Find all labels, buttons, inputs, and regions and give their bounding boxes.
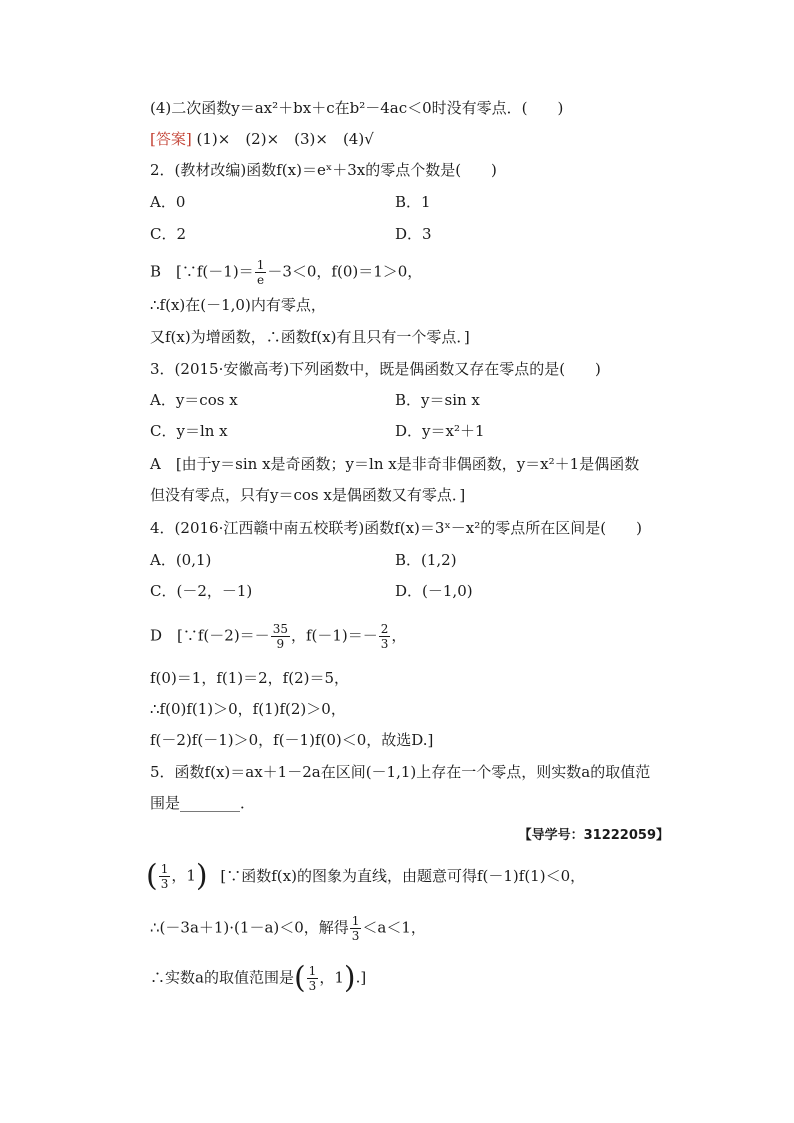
left-paren: ( — [146, 858, 158, 894]
q2-stem: 2．(教材改编)函数f(x)＝eˣ＋3x的零点个数是( ) — [150, 161, 497, 179]
q2-option-a: A．0 — [150, 193, 186, 211]
q2-solution-line-1 — [150, 258, 422, 287]
q4-sol-text: D [∵f(－2)＝－ — [150, 626, 270, 645]
fraction-numerator: 1 — [256, 258, 265, 272]
fraction-numerator: 1 — [308, 964, 317, 978]
q4-stem: 4．(2016·江西赣中南五校联考)函数f(x)＝3ˣ－x²的零点所在区间是( ) — [150, 519, 642, 537]
q5-answer-tail: ，1 — [171, 866, 196, 885]
q5-sol-text: ∴实数a的取值范围是 — [150, 968, 294, 987]
fraction-numerator: 35 — [272, 622, 288, 636]
fraction-numerator: 1 — [160, 862, 169, 876]
fraction-denominator: 3 — [308, 979, 317, 993]
q3-solution-line-2: 但没有零点，只有y＝cos x是偶函数又有零点．] — [150, 486, 466, 504]
q2-solution-line-3: 又f(x)为增函数，∴函数f(x)有且只有一个零点．] — [150, 328, 470, 346]
q2-option-b: B．1 — [395, 193, 431, 211]
q4-option-b: B．(1,2) — [395, 551, 457, 569]
q5-solution-line-2 — [150, 914, 426, 943]
q5-sol-text: [∵函数f(x)的图象为直线，由题意可得f(－1)f(1)＜0， — [220, 866, 586, 885]
q2-sol-text: －3＜0，f(0)＝1＞0， — [267, 262, 423, 281]
answer-text: (1)× (2)× (3)× (4)√ — [196, 130, 374, 148]
q4-option-c: C．(－2，－1) — [150, 582, 253, 600]
fraction-numerator: 1 — [351, 914, 360, 928]
q4-solution-line-1 — [150, 622, 406, 651]
fraction — [379, 622, 391, 651]
q5-sol-text: .] — [355, 968, 367, 987]
q4-option-d: D．(－1,0) — [395, 582, 473, 600]
right-paren: ) — [343, 960, 356, 996]
fraction-denominator: 9 — [276, 637, 285, 651]
q5-sol-text: ，1 — [319, 968, 344, 987]
fraction-numerator: 2 — [380, 622, 389, 636]
fraction — [159, 862, 171, 891]
q3-option-b: B．y＝sin x — [395, 391, 480, 409]
fraction — [271, 622, 290, 651]
fraction — [307, 964, 319, 993]
q2-solution-line-2: ∴f(x)在(－1,0)内有零点， — [150, 296, 326, 314]
fraction-denominator: e — [256, 273, 265, 287]
q2-option-c: C．2 — [150, 225, 187, 243]
q3-option-a: A．y＝cos x — [150, 391, 238, 409]
q1-item-4: (4)二次函数y＝ax²＋bx＋c在b²－4ac＜0时没有零点．( ) — [150, 99, 564, 117]
fraction — [350, 914, 362, 943]
answer-line — [150, 129, 374, 149]
q4-option-a: A．(0,1) — [150, 551, 212, 569]
q4-sol-text: ， — [391, 626, 407, 645]
q4-solution-line-2: f(0)＝1，f(1)＝2，f(2)＝5， — [150, 669, 350, 687]
q5-solution-line-3 — [150, 960, 367, 996]
q5-stem-line-1: 5．函数f(x)＝ax＋1－2a在区间(－1,1)上存在一个零点，则实数a的取值范 — [150, 763, 651, 781]
q4-solution-line-4: f(－2)f(－1)＞0，f(－1)f(0)＜0，故选D.] — [150, 731, 434, 749]
q5-sol-text: ＜a＜1， — [362, 918, 426, 937]
q5-sol-text: ∴(－3a＋1)·(1－a)＜0，解得 — [150, 918, 349, 937]
q2-sol-text: B [∵f(－1)＝ — [150, 262, 254, 281]
answer-label: [答案] — [150, 130, 192, 148]
q5-stem-line-2: 围是________． — [150, 794, 256, 812]
q5-solution-line-1 — [146, 858, 586, 894]
q3-option-c: C．y＝ln x — [150, 422, 228, 440]
right-paren: ) — [195, 858, 208, 894]
fraction-denominator: 3 — [160, 877, 169, 891]
q4-sol-text: ，f(－1)＝－ — [290, 626, 378, 645]
q3-stem: 3．(2015·安徽高考)下列函数中，既是偶函数又存在零点的是( ) — [150, 360, 601, 378]
fraction-denominator: 3 — [380, 637, 389, 651]
left-paren: ( — [293, 960, 306, 996]
fraction — [255, 258, 267, 287]
study-code-label: 【导学号：31222059】 — [518, 828, 669, 843]
q3-solution-line-1: A [由于y＝sin x是奇函数；y＝ln x是非奇非偶函数，y＝x²＋1是偶函数 — [150, 455, 640, 473]
fraction-denominator: 3 — [351, 929, 360, 943]
q2-option-d: D．3 — [395, 225, 432, 243]
q3-option-d: D．y＝x²＋1 — [395, 422, 485, 440]
q4-solution-line-3: ∴f(0)f(1)＞0，f(1)f(2)＞0， — [150, 700, 346, 718]
